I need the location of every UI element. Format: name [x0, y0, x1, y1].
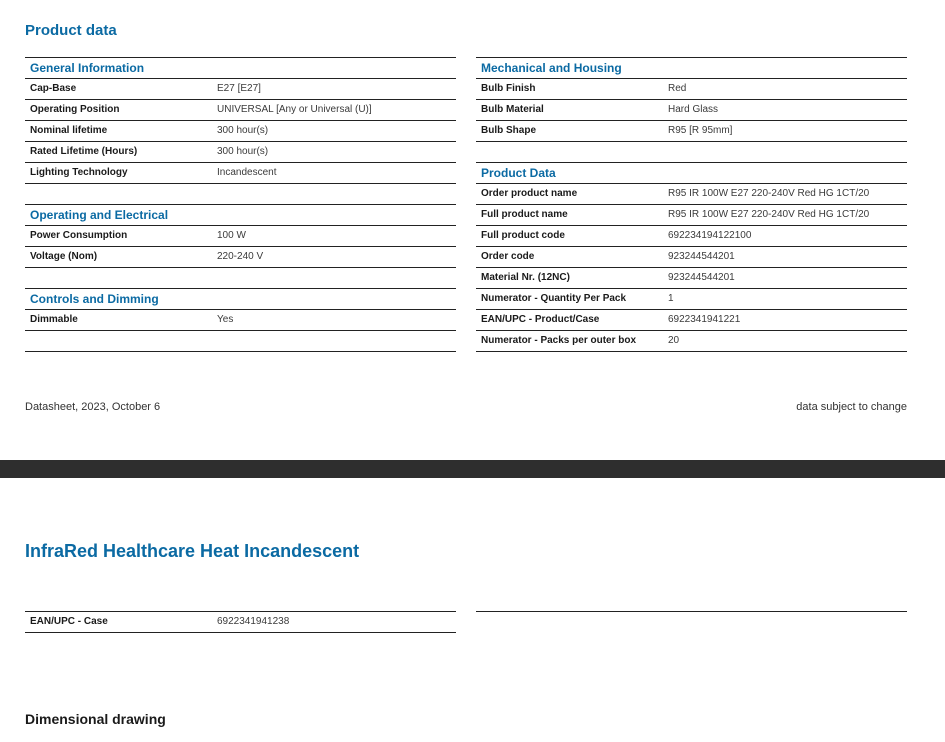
- spec-row: [476, 79, 907, 100]
- spec-value: Yes: [217, 314, 234, 325]
- spec-label: EAN/UPC - Case: [30, 616, 108, 627]
- spec-row: [25, 121, 456, 142]
- footer-date: Datasheet, 2023, October 6: [25, 401, 161, 413]
- spec-value: R95 IR 100W E27 220-240V Red HG 1CT/20: [668, 209, 870, 220]
- spec-label: Order product name: [481, 188, 578, 199]
- spec-value: 692234194122100: [668, 230, 752, 241]
- page-title: Product data: [25, 22, 117, 39]
- section-spacer: [476, 142, 907, 162]
- spec-value: 6922341941221: [668, 314, 741, 325]
- section-spacer: [25, 331, 456, 352]
- spec-label: Bulb Material: [481, 104, 544, 115]
- spec-label: Order code: [481, 251, 535, 262]
- page-divider: [0, 460, 945, 478]
- spec-value: R95 IR 100W E27 220-240V Red HG 1CT/20: [668, 188, 870, 199]
- section-spacer: [25, 268, 456, 288]
- spec-value: 923244544201: [668, 272, 735, 283]
- spec-label: Operating Position: [30, 104, 120, 115]
- spec-label: Lighting Technology: [30, 167, 128, 178]
- right-spec-column: [476, 57, 907, 352]
- spec-row: [476, 310, 907, 331]
- spec-row: [25, 79, 456, 100]
- spec-value: Hard Glass: [668, 104, 719, 115]
- section-spacer: [25, 184, 456, 204]
- page2-right-table: [476, 611, 907, 612]
- spec-row: [25, 163, 456, 184]
- spec-label: Rated Lifetime (Hours): [30, 146, 138, 157]
- spec-value: 100 W: [217, 230, 246, 241]
- spec-label: Full product code: [481, 230, 565, 241]
- spec-row: [476, 205, 907, 226]
- spec-row: [476, 268, 907, 289]
- section-heading-controls-dimming: Controls and Dimming: [25, 288, 456, 310]
- spec-row: [476, 121, 907, 142]
- spec-row: [476, 289, 907, 310]
- footer-disclaimer: data subject to change: [796, 401, 907, 413]
- spec-row: [25, 100, 456, 121]
- section-heading-general-information: General Information: [25, 57, 456, 79]
- dimensional-drawing-heading: Dimensional drawing: [25, 711, 166, 727]
- spec-label: Voltage (Nom): [30, 251, 98, 262]
- spec-label: Numerator - Packs per outer box: [481, 335, 637, 346]
- product-family-title: InfraRed Healthcare Heat Incandescent: [25, 541, 360, 561]
- spec-value: Red: [668, 83, 687, 94]
- spec-label: Power Consumption: [30, 230, 128, 241]
- spec-value: 300 hour(s): [217, 146, 269, 157]
- spec-value: 300 hour(s): [217, 125, 269, 136]
- spec-row: [25, 142, 456, 163]
- spec-row: [25, 612, 456, 633]
- spec-row: [476, 184, 907, 205]
- spec-label: Bulb Shape: [481, 125, 537, 136]
- spec-value: 1: [668, 293, 674, 304]
- spec-value: E27 [E27]: [217, 83, 261, 94]
- spec-value: 6922341941238: [217, 616, 290, 627]
- spec-value: 220-240 V: [217, 251, 264, 262]
- spec-label: EAN/UPC - Product/Case: [481, 314, 600, 325]
- page2-left-table: [25, 611, 456, 633]
- spec-label: Nominal lifetime: [30, 125, 108, 136]
- spec-row: [25, 226, 456, 247]
- spec-row: [476, 331, 907, 352]
- spec-value: Incandescent: [217, 167, 277, 178]
- spec-label: Cap-Base: [30, 83, 77, 94]
- spec-value: UNIVERSAL [Any or Universal (U)]: [217, 104, 372, 115]
- spec-row: [476, 100, 907, 121]
- spec-label: Bulb Finish: [481, 83, 536, 94]
- spec-row: [25, 310, 456, 331]
- section-heading-mechanical-housing: Mechanical and Housing: [476, 57, 907, 79]
- section-heading-product-data: Product Data: [476, 162, 907, 184]
- spec-label: Numerator - Quantity Per Pack: [481, 293, 627, 304]
- spec-label: Dimmable: [30, 314, 78, 325]
- table-top-rule: [476, 611, 907, 612]
- spec-row: [476, 247, 907, 268]
- spec-row: [476, 226, 907, 247]
- spec-label: Material Nr. (12NC): [481, 272, 570, 283]
- spec-value: R95 [R 95mm]: [668, 125, 733, 136]
- spec-label: Full product name: [481, 209, 568, 220]
- spec-row: [25, 247, 456, 268]
- spec-value: 20: [668, 335, 680, 346]
- spec-value: 923244544201: [668, 251, 735, 262]
- left-spec-column: [25, 57, 456, 352]
- section-heading-operating-electrical: Operating and Electrical: [25, 204, 456, 226]
